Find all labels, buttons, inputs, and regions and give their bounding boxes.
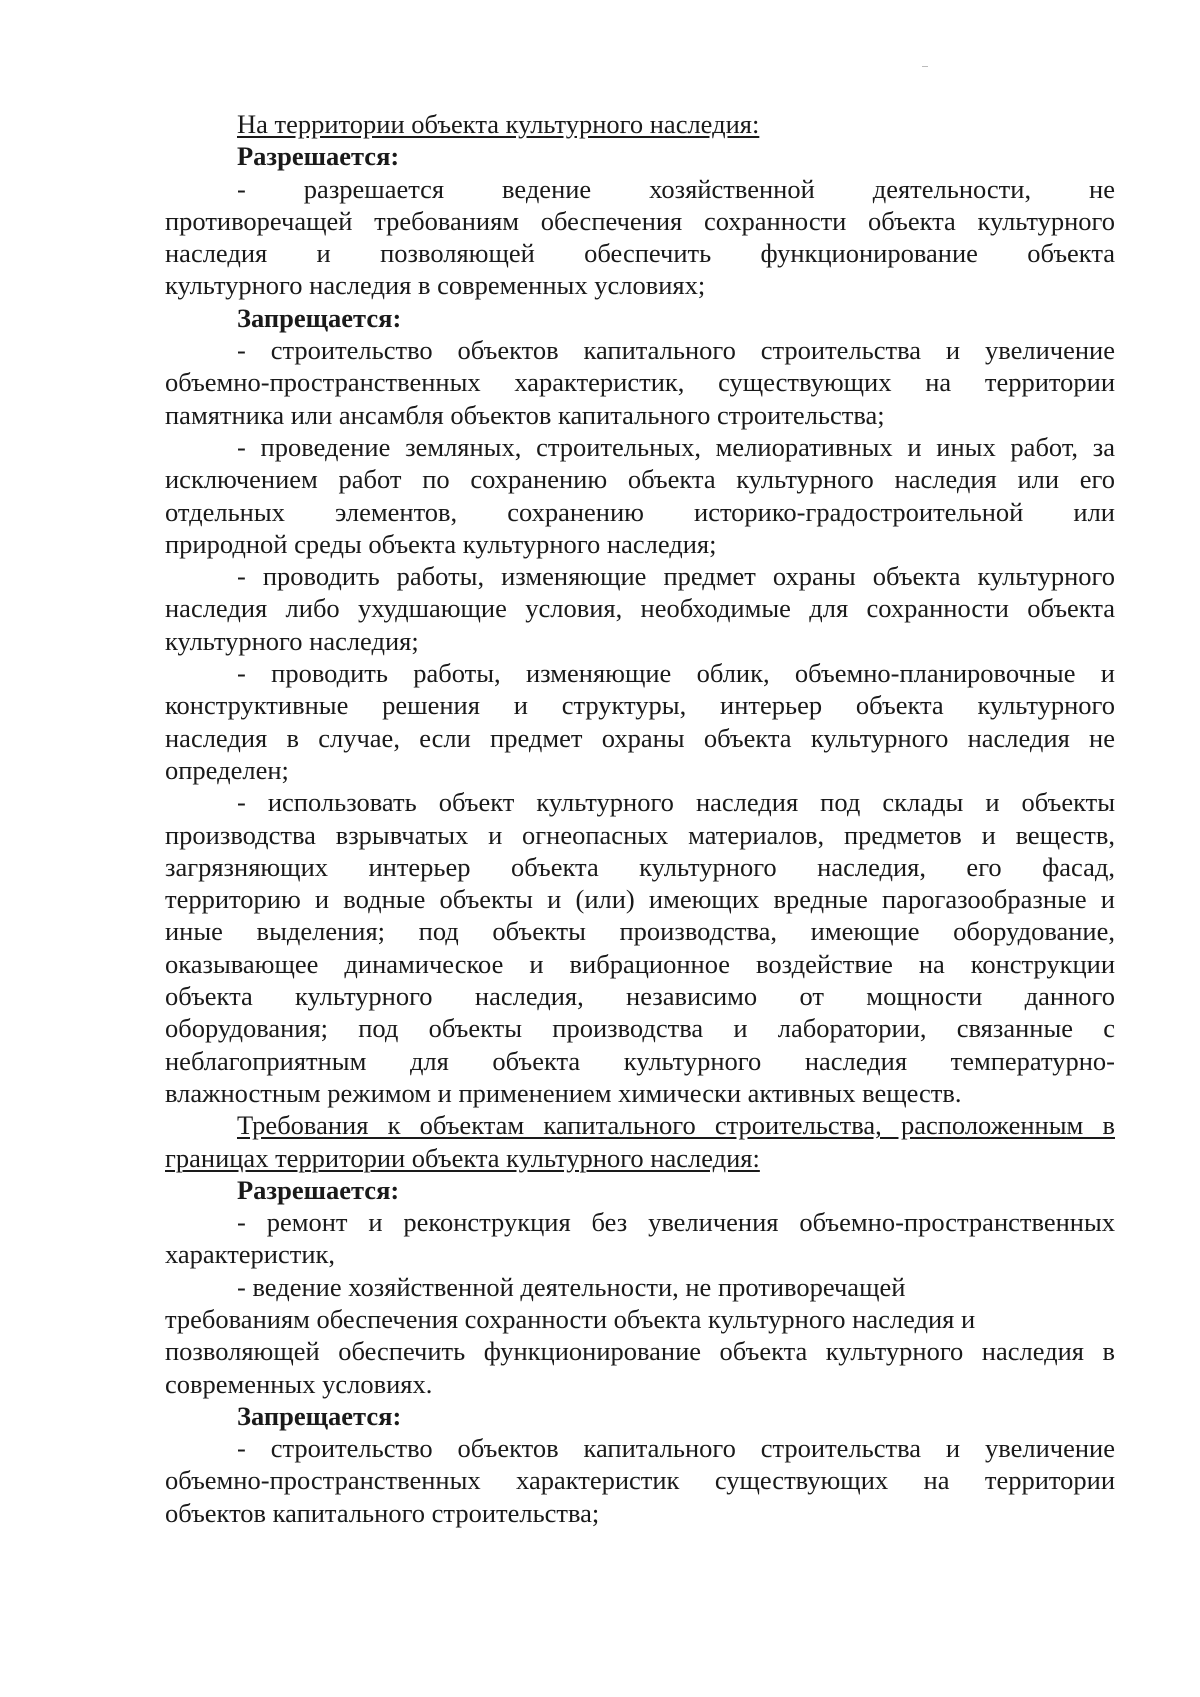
- text-line: исключением работ по сохранению объекта культурного наследия или его: [165, 464, 1115, 495]
- text-line: современных условиях.: [165, 1368, 433, 1399]
- text-line: - использовать объект культурного наследия под склады и объекты: [237, 787, 1115, 818]
- document-page: [165, 108, 1115, 1529]
- text-line: памятника или ансамбля объектов капитального строительства;: [165, 399, 885, 430]
- text-line: наследия в случае, если предмет охраны объекта культурного наследия не: [165, 722, 1115, 753]
- text-line: загрязняющих интерьер объекта культурного наследия, его фасад,: [165, 851, 1115, 882]
- section1-prohibited-item-2: [165, 431, 1115, 560]
- section1-prohibited-item-1: [165, 334, 1115, 431]
- text-line: - строительство объектов капитального строительства и увеличение: [237, 1433, 1115, 1464]
- text-line: - ремонт и реконструкция без увеличения объемно-пространственных: [237, 1207, 1115, 1238]
- text-line: - проводить работы, изменяющие облик, объемно-планировочные и: [237, 658, 1115, 689]
- text-line: - строительство объектов капитального строительства и увеличение: [237, 335, 1115, 366]
- text-line: влажностным режимом и применением химически активных веществ.: [165, 1077, 962, 1108]
- scan-mark: [922, 66, 928, 67]
- section1-prohibited-title: Запрещается:: [237, 302, 402, 333]
- text-line: объекта культурного наследия, независимо от мощности данного: [165, 981, 1115, 1012]
- section1-allowed-title: Разрешается:: [237, 141, 400, 172]
- text-line: наследия и позволяющей обеспечить функционирование объекта: [165, 238, 1115, 269]
- text-line: позволяющей обеспечить функционирование объекта культурного наследия в: [165, 1336, 1115, 1367]
- text-line: характеристик,: [165, 1239, 335, 1270]
- text-line: объектов капитального строительства;: [165, 1497, 600, 1528]
- text-line: определен;: [165, 754, 289, 785]
- text-line: объемно-пространственных характеристик существующих на территории: [165, 1465, 1115, 1496]
- text-line: отдельных элементов, сохранению историко-градостроительной или: [165, 496, 1115, 527]
- text-line: оборудования; под объекты производства и лаборатории, связанные с: [165, 1013, 1115, 1044]
- section1-prohibited-item-4: [165, 657, 1115, 786]
- text-line: культурного наследия;: [165, 625, 419, 656]
- text-line: - ведение хозяйственной деятельности, не противоречащей: [237, 1271, 906, 1302]
- text-line: производства взрывчатых и огнеопасных материалов, предметов и веществ,: [165, 819, 1115, 850]
- section2-allowed-item-2: [165, 1271, 1115, 1400]
- text-line: неблагоприятным для объекта культурного наследия температурно-: [165, 1045, 1115, 1076]
- section2-prohibited-title: Запрещается:: [237, 1400, 402, 1431]
- section2-heading-line2: границах территории объекта культурного наследия:: [165, 1142, 760, 1173]
- section1-prohibited-item-3: [165, 560, 1115, 657]
- section1-prohibited-item-5: [165, 786, 1115, 1109]
- section2-prohibited-item-1: [165, 1432, 1115, 1529]
- text-line: иные выделения; под объекты производства, имеющие оборудование,: [165, 916, 1115, 947]
- section2-heading-line1: Требования к объектам капитального строительства, расположенным в: [237, 1110, 1115, 1141]
- text-line: - проводить работы, изменяющие предмет охраны объекта культурного: [237, 561, 1115, 592]
- text-line: территорию и водные объекты и (или) имеющих вредные парогазообразные и: [165, 884, 1115, 915]
- text-line: оказывающее динамическое и вибрационное воздействие на конструкции: [165, 948, 1115, 979]
- text-line: - проведение земляных, строительных, мелиоративных и иных работ, за: [237, 431, 1115, 462]
- text-line: противоречащей требованиям обеспечения сохранности объекта культурного: [165, 205, 1115, 236]
- text-line: требованиям обеспечения сохранности объекта культурного наследия и: [165, 1303, 976, 1334]
- text-line: - разрешается ведение хозяйственной деятельности, не: [237, 173, 1115, 204]
- text-line: наследия либо ухудшающие условия, необходимые для сохранности объекта: [165, 593, 1115, 624]
- section1-heading: На территории объекта культурного наследия:: [237, 109, 760, 139]
- text-line: природной среды объекта культурного наследия;: [165, 528, 717, 559]
- section1-allowed-item-1: [165, 173, 1115, 302]
- section2-allowed-title: Разрешается:: [237, 1174, 400, 1205]
- text-line: конструктивные решения и структуры, интерьер объекта культурного: [165, 690, 1115, 721]
- text-line: культурного наследия в современных условиях;: [165, 270, 706, 301]
- section2-allowed-item-1: [165, 1206, 1115, 1271]
- text-line: объемно-пространственных характеристик, существующих на территории: [165, 367, 1115, 398]
